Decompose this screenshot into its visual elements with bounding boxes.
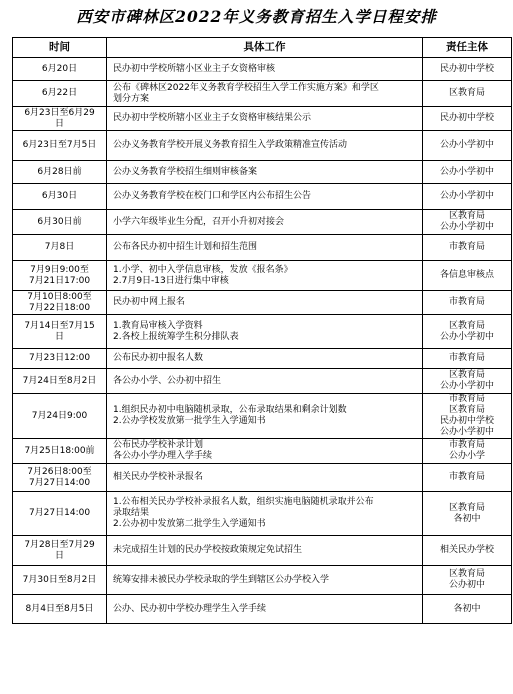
responsible-cell-line: 相关民办学校 [439, 545, 494, 555]
header-work: 具体工作 [107, 38, 423, 58]
time-cell-line: 6月23日至6月29 [24, 107, 95, 118]
responsible-cell-line: 区教育局 [448, 88, 485, 98]
table-row [13, 210, 512, 235]
responsible-cell-line: 民办初中学校 [439, 113, 494, 123]
table-row [13, 184, 512, 210]
time-cell [13, 210, 107, 235]
table-row [13, 536, 512, 566]
time-cell-line: 7月25日18:00前 [24, 445, 95, 456]
responsible-cell [423, 131, 512, 161]
time-cell [13, 107, 107, 131]
work-cell-line: 1.组织民办初中电脑随机录取，公布录取结果和剩余计划数 [113, 405, 347, 415]
time-cell [13, 464, 107, 492]
work-cell [107, 439, 423, 464]
table-row [13, 439, 512, 464]
time-cell [13, 261, 107, 291]
time-cell-line: 日 [54, 550, 64, 561]
responsible-cell-line: 公办小学初中 [439, 222, 494, 232]
table-row [13, 464, 512, 492]
time-cell-line: 7月24日9:00 [31, 410, 88, 421]
responsible-cell [423, 492, 512, 536]
responsible-cell-line: 各初中 [453, 513, 481, 524]
header-time: 时间 [13, 38, 107, 58]
responsible-cell [423, 81, 512, 107]
work-cell-line: 公办义务教育学校开展义务教育招生入学政策精准宣传活动 [113, 140, 348, 150]
work-cell-line: 未完成招生计划的民办学校按政策规定免试招生 [113, 545, 303, 555]
table-row [13, 394, 512, 439]
work-cell-line: 公办、民办初中学校办理学生入学手续 [113, 603, 267, 614]
time-cell-line: 7月28日至7月29 [24, 539, 95, 550]
work-cell-line: 2.各校上报统筹学生积分排队表 [113, 331, 239, 342]
work-cell-line: 相关民办学校补录报名 [113, 472, 204, 482]
work-cell-line: 公办义务教育学校招生细则审核备案 [113, 166, 258, 177]
work-cell [107, 81, 423, 107]
work-cell-line: 公办义务教育学校在校门口和学区内公布招生公告 [113, 191, 312, 201]
responsible-cell [423, 291, 512, 315]
work-cell [107, 210, 423, 235]
responsible-cell-line: 公办小学初中 [439, 331, 494, 342]
time-cell-line: 7月27日14:00 [28, 508, 91, 518]
work-cell [107, 369, 423, 394]
table-row [13, 107, 512, 131]
work-cell-line: 1.教育局审核入学资料 [113, 320, 203, 331]
table-row [13, 349, 512, 369]
work-cell [107, 315, 423, 349]
time-cell-line: 6月28日前 [37, 166, 82, 177]
work-cell-line: 2.公办学校发放第一批学生入学通知书 [113, 416, 266, 426]
work-cell-line: 划分方案 [113, 93, 150, 104]
work-cell [107, 184, 423, 210]
time-cell [13, 131, 107, 161]
time-cell [13, 492, 107, 536]
responsible-cell [423, 58, 512, 81]
work-cell-line: 公布各民办初中招生计划和招生范围 [113, 242, 258, 252]
time-cell [13, 161, 107, 184]
work-cell [107, 349, 423, 369]
time-cell-line: 6月23日至7月5日 [22, 140, 97, 150]
work-cell [107, 492, 423, 536]
table-row [13, 131, 512, 161]
time-cell [13, 291, 107, 315]
header-responsible: 责任主体 [423, 38, 512, 58]
work-cell [107, 107, 423, 131]
time-cell [13, 394, 107, 439]
time-cell-line: 7月14日至7月15 [24, 320, 95, 331]
responsible-cell-line: 区教育局 [448, 370, 485, 380]
table-row [13, 235, 512, 261]
table-row [13, 595, 512, 624]
work-cell-line: 民办初中学校所辖小区业主子女资格审核 [113, 63, 276, 74]
work-cell-line: 各公办小学、公办初中招生 [113, 375, 222, 386]
responsible-cell-line: 民办初中学校 [439, 63, 494, 74]
responsible-cell-line: 市教育局 [448, 440, 485, 450]
table-row [13, 261, 512, 291]
schedule-body [13, 58, 512, 624]
table-row [13, 315, 512, 349]
responsible-cell-line: 各信息审核点 [439, 270, 494, 280]
work-cell [107, 131, 423, 161]
time-cell-line: 日 [54, 118, 64, 129]
time-cell [13, 81, 107, 107]
responsible-cell-line: 公办小学初中 [439, 381, 494, 391]
time-cell-line: 7月27日14:00 [28, 477, 91, 488]
work-cell [107, 291, 423, 315]
responsible-cell-line: 公办小学初中 [439, 166, 494, 177]
responsible-cell-line: 市教育局 [448, 394, 485, 404]
schedule-table [12, 37, 512, 624]
time-cell-line: 7月23日12:00 [28, 353, 91, 363]
work-cell [107, 595, 423, 624]
responsible-cell-line: 公办小学初中 [439, 427, 494, 437]
work-cell-line: 小学六年级毕业生分配，召开小升初对接会 [113, 216, 285, 227]
responsible-cell-line: 公办初中 [448, 580, 485, 590]
work-cell [107, 464, 423, 492]
responsible-cell [423, 261, 512, 291]
responsible-cell [423, 107, 512, 131]
responsible-cell-line: 公办小学 [448, 451, 485, 461]
time-cell-line: 7月10日8:00至 [27, 291, 92, 302]
time-cell [13, 566, 107, 595]
responsible-cell [423, 161, 512, 184]
time-cell-line: 7月9日9:00至 [30, 264, 89, 275]
header-row [13, 38, 512, 58]
time-cell-line: 7月8日 [44, 242, 75, 252]
responsible-cell [423, 235, 512, 261]
time-cell-line: 6月20日 [41, 63, 78, 74]
time-cell [13, 536, 107, 566]
time-cell [13, 369, 107, 394]
responsible-cell-line: 市教育局 [448, 472, 485, 482]
responsible-cell [423, 566, 512, 595]
work-cell [107, 161, 423, 184]
responsible-cell [423, 315, 512, 349]
time-cell [13, 439, 107, 464]
table-row [13, 58, 512, 81]
time-cell [13, 349, 107, 369]
time-cell-line: 7月30日至8月2日 [22, 574, 97, 585]
responsible-cell-line: 区教育局 [448, 320, 485, 331]
time-cell [13, 184, 107, 210]
responsible-cell [423, 369, 512, 394]
responsible-cell [423, 536, 512, 566]
responsible-cell-line: 区教育局 [448, 569, 485, 579]
time-cell [13, 235, 107, 261]
work-cell-line: 公布《碑林区2022年义务教育学校招生入学工作实施方案》和学区 [113, 82, 379, 93]
responsible-cell [423, 184, 512, 210]
time-cell-line: 7月22日18:00 [28, 302, 91, 313]
table-row [13, 566, 512, 595]
responsible-cell-line: 公办小学初中 [439, 140, 494, 150]
work-cell-line: 公布民办初中报名人数 [113, 353, 204, 363]
work-cell-line: 各公办小学办理入学手续 [113, 451, 213, 461]
time-cell [13, 315, 107, 349]
time-cell-line: 7月21日17:00 [28, 275, 91, 286]
work-cell-line: 2.公办初中发放第二批学生入学通知书 [113, 519, 266, 529]
responsible-cell-line: 市教育局 [448, 242, 485, 252]
responsible-cell [423, 349, 512, 369]
work-cell-line: 民办初中网上报名 [113, 297, 186, 307]
work-cell-line: 统筹安排未被民办学校录取的学生到辖区公办学校入学 [113, 574, 330, 585]
work-cell [107, 536, 423, 566]
responsible-cell [423, 464, 512, 492]
time-cell [13, 58, 107, 81]
table-row [13, 369, 512, 394]
work-cell-line: 录取结果 [113, 508, 150, 518]
table-row [13, 492, 512, 536]
responsible-cell-line: 区教育局 [448, 502, 485, 513]
responsible-cell [423, 394, 512, 439]
work-cell [107, 394, 423, 439]
responsible-cell-line: 民办初中学校 [439, 416, 494, 426]
table-row [13, 81, 512, 107]
responsible-cell-line: 公办小学初中 [439, 191, 494, 201]
work-cell-line: 民办初中学校所辖小区业主子女资格审核结果公示 [113, 113, 312, 123]
work-cell [107, 261, 423, 291]
responsible-cell [423, 210, 512, 235]
responsible-cell-line: 市教育局 [448, 297, 485, 307]
work-cell-line: 公布民办学校补录计划 [113, 440, 204, 450]
time-cell-line: 8月4日至8月5日 [25, 603, 94, 614]
responsible-cell-line: 区教育局 [448, 211, 485, 221]
responsible-cell-line: 区教育局 [448, 405, 485, 415]
page-title: 西安市碑林区2022年义务教育招生入学日程安排 [76, 7, 437, 26]
responsible-cell [423, 595, 512, 624]
table-row [13, 161, 512, 184]
work-cell [107, 566, 423, 595]
time-cell-line: 6月30日前 [37, 216, 82, 227]
work-cell-line: 1.公布相关民办学校补录报名人数，组织实施电脑随机录取并公布 [113, 497, 374, 507]
responsible-cell-line: 市教育局 [448, 353, 485, 363]
work-cell [107, 58, 423, 81]
work-cell [107, 235, 423, 261]
work-cell-line: 2.7月9日-13日进行集中审核 [113, 275, 229, 286]
time-cell-line: 7月26日8:00至 [27, 466, 92, 477]
responsible-cell-line: 各初中 [453, 603, 481, 614]
time-cell-line: 7月24日至8月2日 [22, 375, 97, 386]
work-cell-line: 1.小学、初中入学信息审核，发放《报名条》 [113, 264, 293, 275]
time-cell [13, 595, 107, 624]
time-cell-line: 6月22日 [41, 88, 78, 98]
responsible-cell [423, 439, 512, 464]
time-cell-line: 6月30日 [41, 191, 78, 201]
table-row [13, 291, 512, 315]
time-cell-line: 日 [54, 331, 64, 342]
